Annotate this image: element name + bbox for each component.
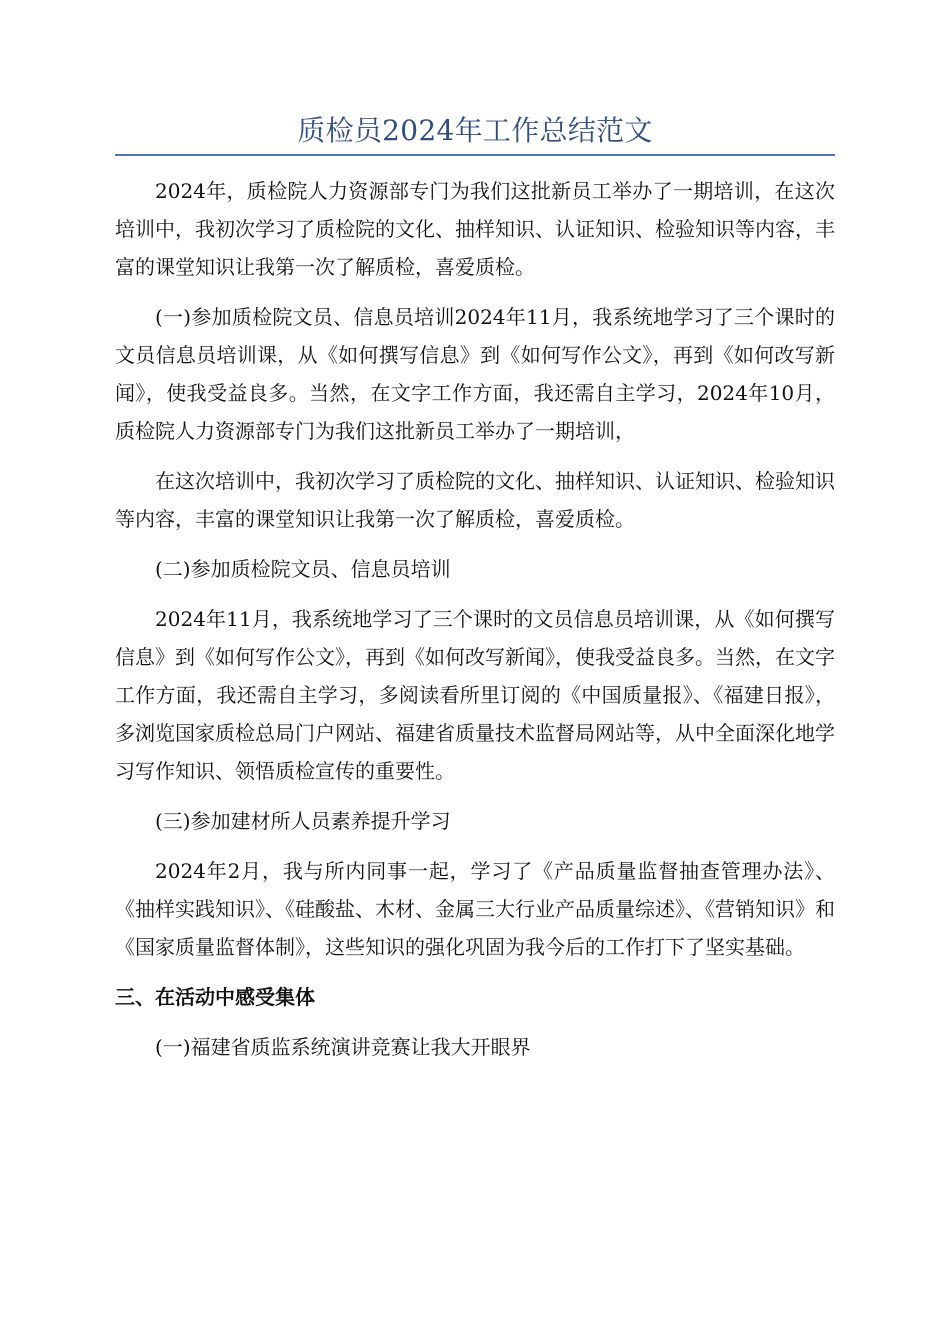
- body-paragraph: (一)参加质检院文员、信息员培训2024年11月，我系统地学习了三个课时的文员信息员培训课，从《如何撰写信息》到《如何写作公文》，再到《如何改写新闻》，使我受益良多。当然，在文字工作方面，我还需自主学习，2024年10月，质检院人力资源部专门为我们这批新员工举办了一期培训，: [115, 305, 835, 443]
- body-paragraph: 2024年2月，我与所内同事一起，学习了《产品质量监督抽查管理办法》、《抽样实践知识》、《硅酸盐、木材、金属三大行业产品质量综述》、《营销知识》和《国家质量监督体制》，这些知识的强化巩固为我今后的工作打下了坚实基础。: [115, 859, 835, 959]
- paragraph-gap: [115, 450, 835, 462]
- paragraph-gap: [115, 538, 835, 550]
- paragraph-gap: [115, 286, 835, 298]
- paragraph-gap: [115, 840, 835, 852]
- title-underline: [115, 154, 835, 156]
- paragraph-gap: [115, 790, 835, 802]
- body-paragraph: 2024年11月，我系统地学习了三个课时的文员信息员培训课，从《如何撰写信息》到《如何写作公文》，再到《如何改写新闻》，使我受益良多。当然，在文字工作方面，我还需自主学习，多阅读看所里订阅的《中国质量报》、《福建日报》，多浏览国家质检总局门户网站、福建省质量技术监督局网站等，从中全面深化地学习写作知识、领悟质检宣传的重要性。: [115, 607, 835, 783]
- subheading: (二)参加质检院文员、信息员培训: [155, 557, 451, 581]
- document-body: [115, 172, 835, 1066]
- subheading: (三)参加建材所人员素养提升学习: [155, 809, 451, 833]
- body-paragraph: 在这次培训中，我初次学习了质检院的文化、抽样知识、认证知识、检验知识等内容，丰富的课堂知识让我第一次了解质检，喜爱质检。: [115, 469, 835, 531]
- paragraph-gap: [115, 1016, 835, 1028]
- body-paragraph: 2024年，质检院人力资源部专门为我们这批新员工举办了一期培训，在这次培训中，我初次学习了质检院的文化、抽样知识、认证知识、检验知识等内容，丰富的课堂知识让我第一次了解质检，喜爱质检。: [115, 179, 835, 279]
- paragraph-gap: [115, 966, 835, 978]
- section-heading: 三、在活动中感受集体: [115, 985, 315, 1009]
- paragraph-gap: [115, 588, 835, 600]
- subheading: (一)福建省质监系统演讲竞赛让我大开眼界: [155, 1035, 531, 1059]
- document-title: 质检员2024年工作总结范文: [297, 114, 653, 147]
